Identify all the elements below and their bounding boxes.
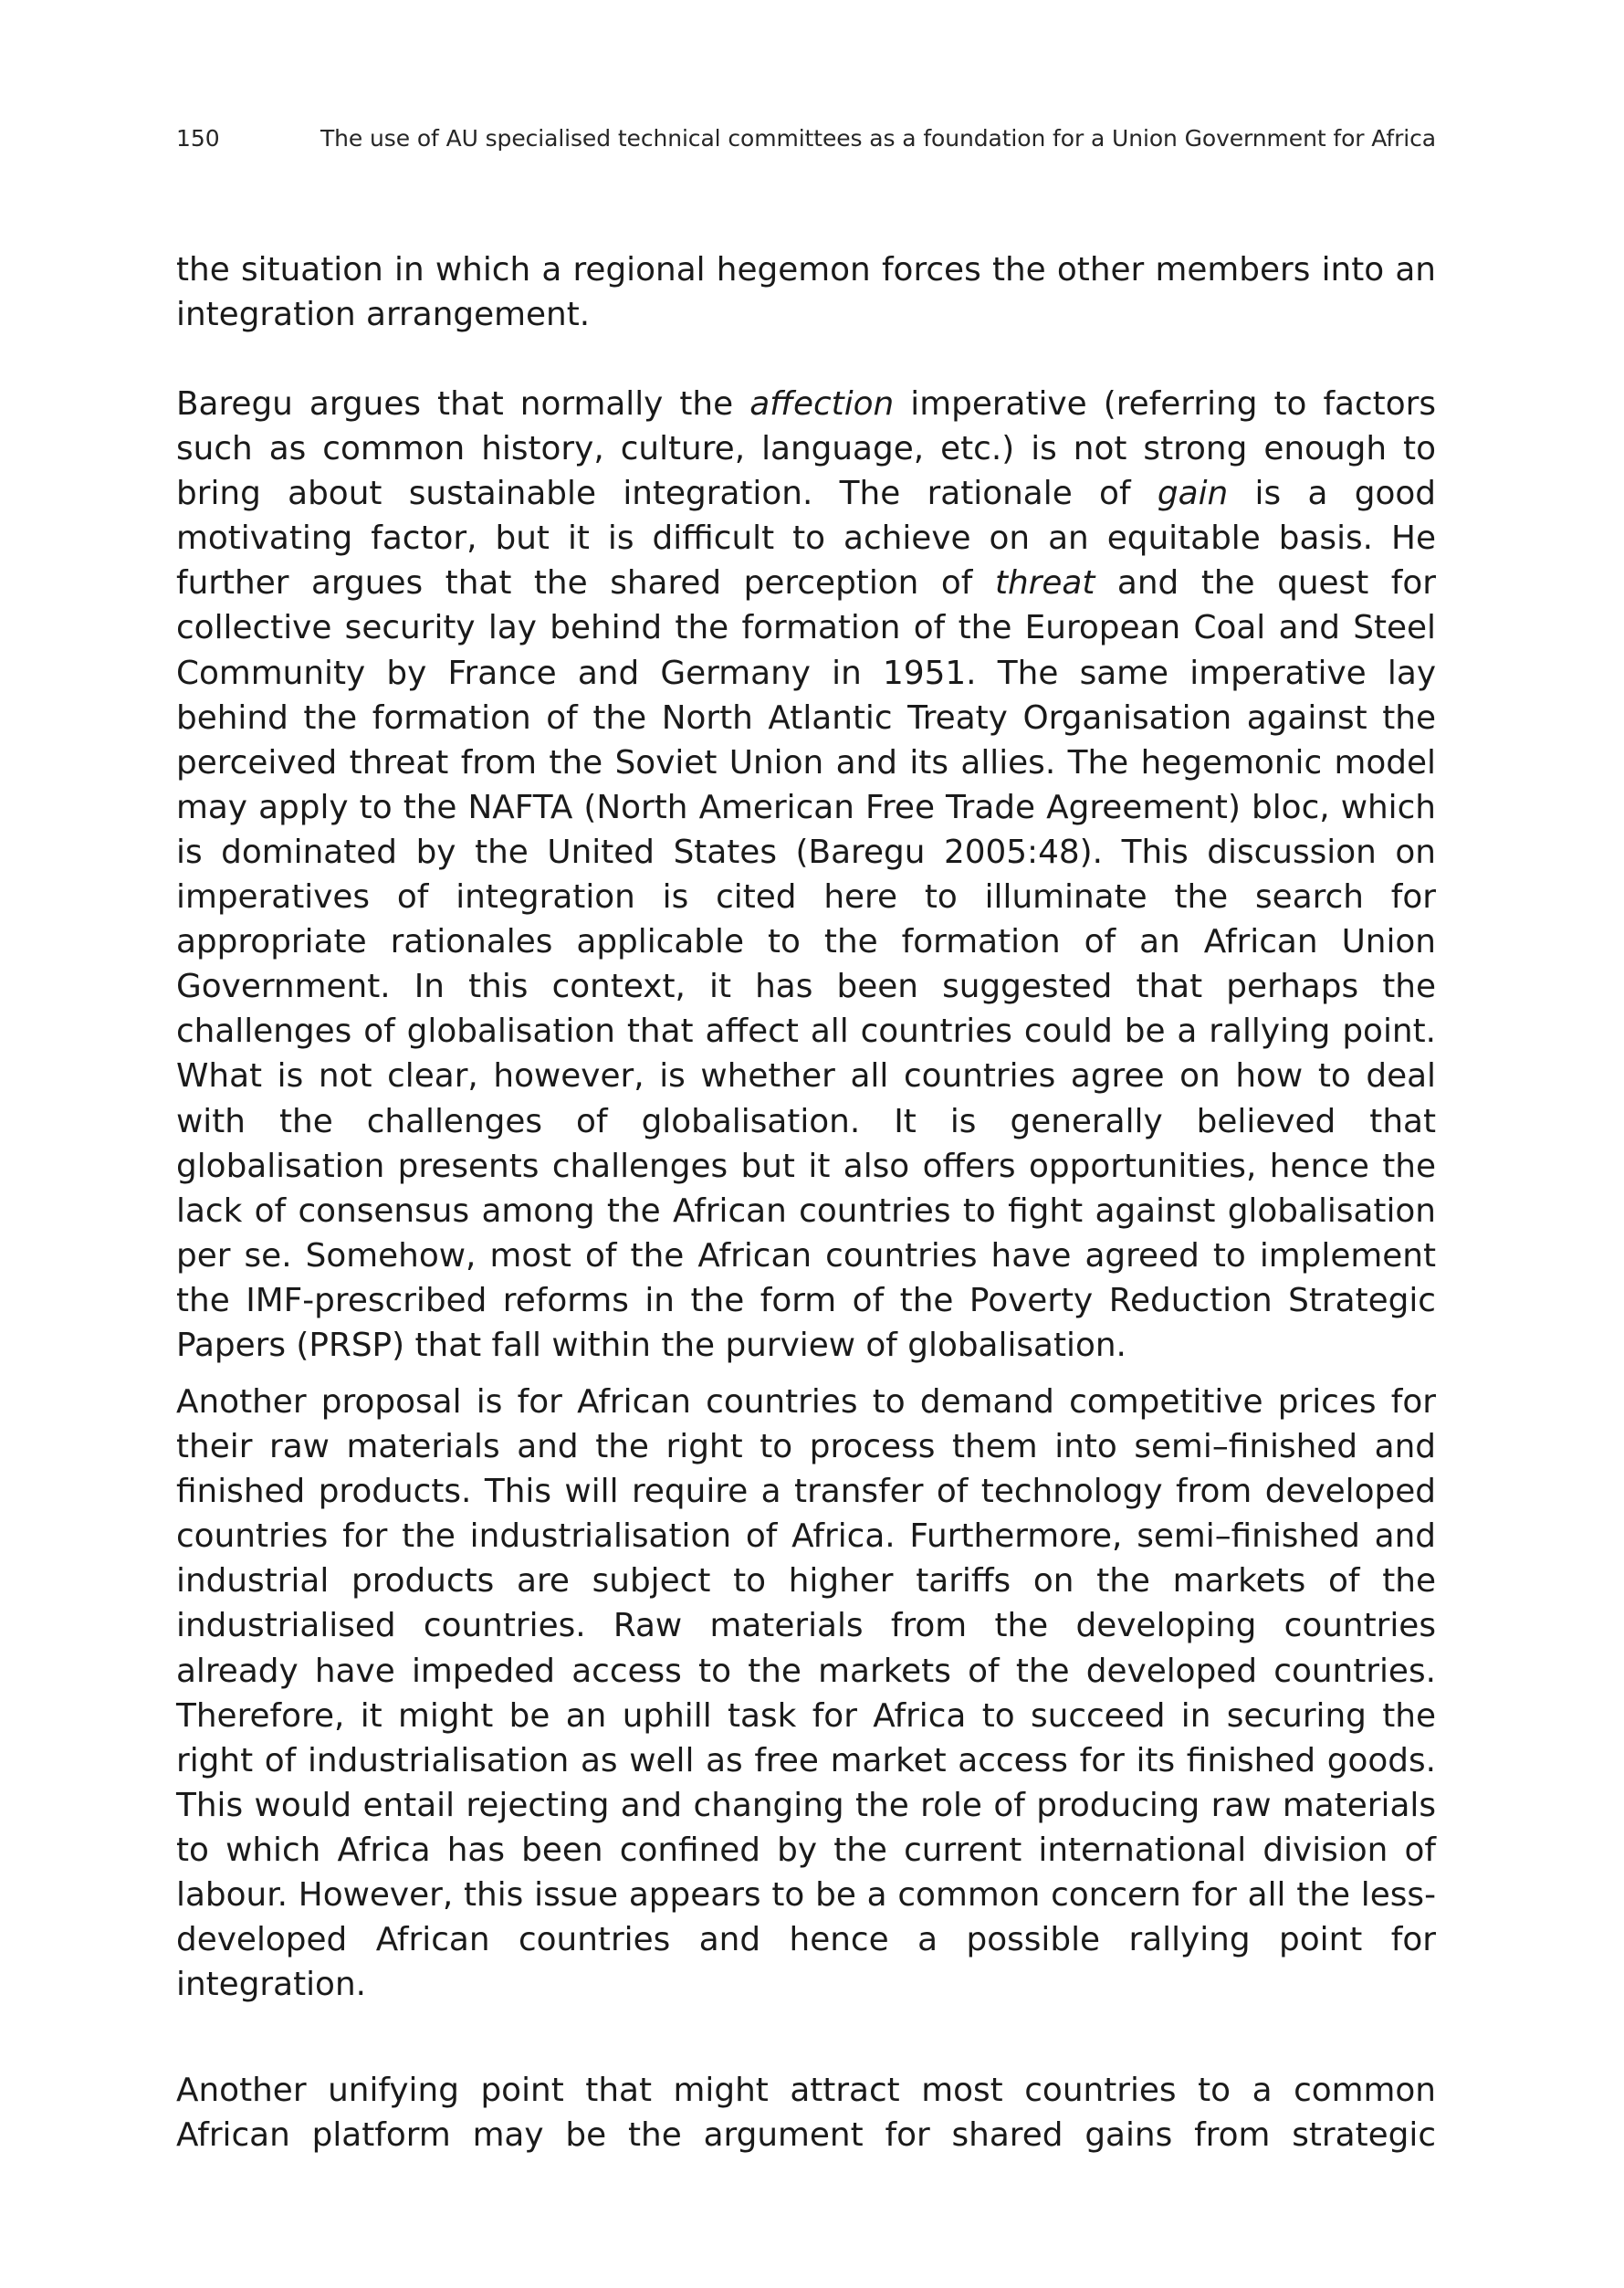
- text-run: Baregu argues that normally the: [176, 385, 750, 423]
- emphasis-threat: threat: [994, 564, 1095, 603]
- paragraph-continuation: the situation in which a regional hegemon forces the other members into an integration arrangement.: [176, 251, 1436, 334]
- paragraph-another-unifying-point: Another unifying point that might attract most countries to a common African platform may be the argument for shared gains from strategic: [176, 2072, 1436, 2155]
- text-run: and the quest for collective security lay behind the formation of the European Coal and Steel Community by France and Germany in 1951. The same imperative lay behind the formation of the North Atlantic Treaty Organisation against the perceived threat from the Soviet Union and its allies. The hegemonic model may apply to the NAFTA (North American Free Trade Agreement) bloc, which is dominated by the United States (Baregu 2005:48). This discussion on imperatives of integration is cited here to illuminate the search for appropriate rationales applicable to the formation of an African Union Government. In this context, it has been suggested that perhaps the challenges of globalisation that affect all countries could be a rallying point. What is not clear, however, is whether all countries agree on how to deal with the challenges of globalisation. It is generally believed that globalisation presents challenges but it also offers opportunities, hence the lack of consensus among the African countries to fight against globalisation per se. Somehow, most of the African countries have agreed to implement the IMF-prescribed reforms in the form of the Poverty Reduction Strategic Papers (PRSP) that fall within the purview of globalisation.: [176, 564, 1436, 1364]
- paragraph-baregu-argument: [176, 382, 1436, 1368]
- emphasis-gain: gain: [1157, 475, 1229, 513]
- text-run: is a good motivating factor, but it is difficult to achieve on an equitable basis. He further argues that the shared perception of: [176, 475, 1436, 603]
- emphasis-affection: affection: [749, 385, 895, 423]
- page-number: 150: [176, 125, 220, 152]
- text-run: imperative (referring to factors such as common history, culture, language, etc.) is not strong enough to bring about sustainable integration. The rationale of: [176, 385, 1436, 513]
- running-title: The use of AU specialised technical committees as a foundation for a Union Government for Africa: [320, 125, 1436, 152]
- paragraph-another-proposal: Another proposal is for African countries to demand competitive prices for their raw materials and the right to process them into semi–finished and finished products. This will require a transfer of technology from developed countries for the industrialisation of Africa. Furthermore, semi–finished and industrial products are subject to higher tariffs on the markets of the industrialised countries. Raw materials from the developing countries already have impeded access to the markets of the developed countries. Therefore, it might be an uphill task for Africa to succeed in securing the right of industrialisation as well as free market access for its finished goods. This would entail rejecting and changing the role of producing raw materials to which Africa has been confined by the current international division of labour. However, this issue appears to be a common concern for all the less-developed African countries and hence a possible rallying point for integration.: [176, 1383, 1436, 2004]
- running-header: [176, 121, 1436, 157]
